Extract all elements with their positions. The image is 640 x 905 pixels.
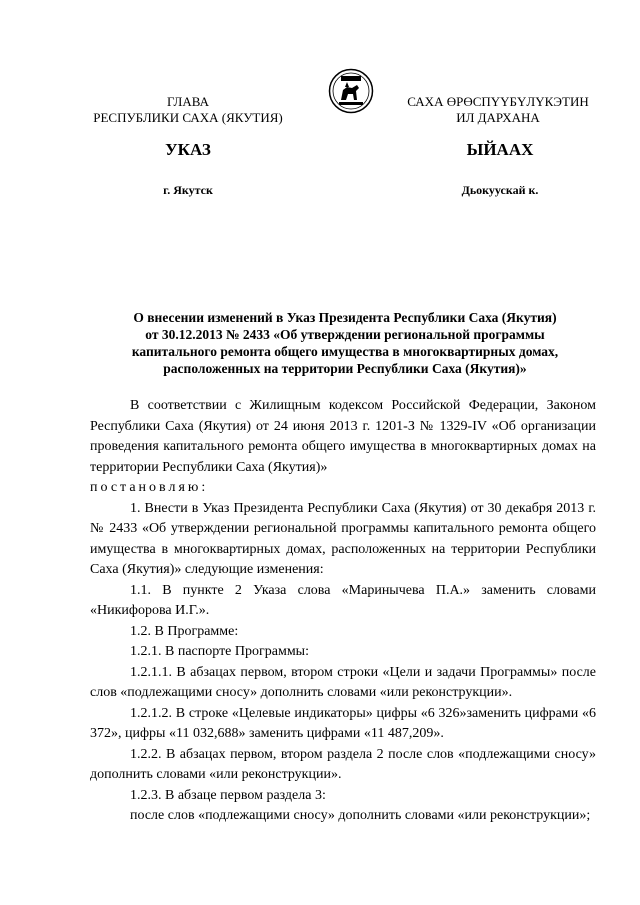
header-right xyxy=(392,94,604,126)
resolve-line: постановляю: xyxy=(90,480,209,495)
item-1-2-2: 1.2.2. В абзацах первом, втором раздела 2 после слов «подлежащими сносу» дополнить словами «или реконструкции». xyxy=(90,746,596,782)
document-body xyxy=(90,396,596,827)
decree-label-sakha: ЫЙААХ xyxy=(466,140,534,159)
header-left xyxy=(88,94,288,126)
header-left-line1: ГЛАВА xyxy=(167,94,209,109)
header-left-line2: РЕСПУБЛИКИ САХА (ЯКУТИЯ) xyxy=(93,110,283,125)
item-1-2-3: 1.2.3. В абзаце первом раздела 3: xyxy=(130,787,326,803)
preamble-paragraph: В соответствии с Жилищным кодексом Российской Федерации, Законом Республики Саха (Якутия) от 24 июня 2013 г. 1201-З № 1329-IV «Об организации проведения капитального ремонта общего имущества в многоквартирных домах на территории Республики Саха (Якутия)» xyxy=(90,398,596,475)
coat-of-arms-emblem xyxy=(328,68,374,114)
title-line: расположенных на территории Республики Саха (Якутия)» xyxy=(163,361,527,376)
item-1-1: 1.1. В пункте 2 Указа слова «Маринычева П.А.» заменить словами «Никифорова И.Г.». xyxy=(90,582,596,618)
city-ru: г. Якутск xyxy=(163,183,213,197)
city-sakha: Дьокуускай к. xyxy=(461,183,539,197)
title-line: от 30.12.2013 № 2433 «Об утверждении региональной программы xyxy=(145,327,545,342)
item-1: 1. Внести в Указ Президента Республики Саха (Якутия) от 30 декабря 2013 г. № 2433 «Об утверждении региональной программы капитального ремонта общего имущества в многоквартирных домах, расположенных на территории Республики Саха (Якутия)» следующие изменения: xyxy=(90,500,596,577)
item-1-2-1-1: 1.2.1.1. В абзацах первом, втором строки «Цели и задачи Программы» после слов «подлежащими сносу» дополнить словами «или реконструкции». xyxy=(90,664,596,700)
item-1-2-1-2: 1.2.1.2. В строке «Целевые индикаторы» цифры «6 326»заменить цифрами «6 372», цифры «11 032,688» заменить цифрами «11 487,209». xyxy=(90,705,596,741)
item-1-2-3-text: после слов «подлежащими сносу» дополнить словами «или реконструкции»; xyxy=(130,808,591,823)
item-1-2-1: 1.2.1. В паспорте Программы: xyxy=(130,644,309,659)
header-right-line2: ИЛ ДАРХАНА xyxy=(456,110,540,125)
header-right-line1: САХА ӨРӨСПҮҮБҮЛҮКЭТИН xyxy=(407,94,589,109)
title-line: капитального ремонта общего имущества в многоквартирных домах, xyxy=(131,344,559,359)
item-1-2: 1.2. В Программе: xyxy=(130,623,239,639)
title-line: О внесении изменений в Указ Президента Республики Саха (Якутия) xyxy=(133,310,557,325)
document-title xyxy=(90,309,600,377)
decree-label-ru: УКАЗ xyxy=(165,140,211,159)
